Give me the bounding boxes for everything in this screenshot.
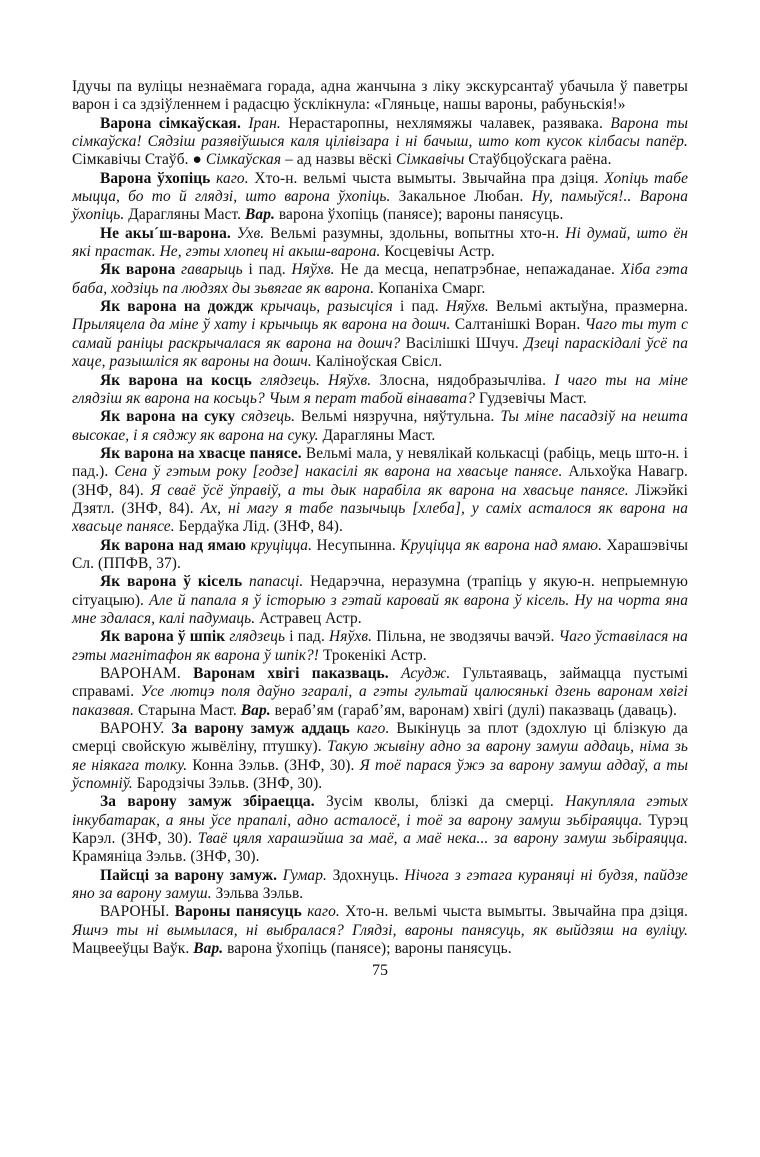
- text-run: Як варона ў шпік: [100, 628, 230, 646]
- text-run: Трокенікі Астр.: [322, 646, 427, 664]
- text-run: Конна Зэльв. (ЗНФ, 30).: [192, 756, 360, 774]
- text-run: Хопіць табе мыцца, бо то й глядзі, што варона ўхопіць.: [72, 169, 688, 206]
- paragraph-15: [72, 793, 688, 866]
- text-run: Каліноўская Свісл.: [315, 353, 443, 371]
- text-run: Варона ўхопіць: [100, 169, 217, 187]
- text-run: Не акы´ш-варона.: [100, 224, 237, 242]
- page-number: 75: [372, 961, 388, 979]
- text-run: – ад назвы вёскі: [285, 151, 396, 169]
- text-run: круціцца.: [250, 536, 317, 554]
- text-run: Вельмі актыўна, празмерна.: [495, 298, 688, 316]
- text-run: Не да месца, непатрэбнае, непажаданае.: [340, 261, 621, 279]
- text-run: Гудзевічы Маст.: [478, 389, 587, 407]
- text-run: Але й папала я ў історыю з гэтай каровай як варона ў кісель. Ну на чорта яна мне здалася, калі падумаць.: [72, 591, 688, 627]
- text-run: каго.: [216, 169, 255, 187]
- text-run: Чаго ўставілася на гэты магнітафон як варона ў шпік?!: [72, 628, 688, 664]
- text-run: Як варона: [100, 261, 182, 279]
- text-run: сядзець.: [241, 408, 301, 426]
- paragraph-12: [72, 628, 688, 665]
- text-run: Здохнуць.: [332, 866, 405, 884]
- text-run: глядзець: [229, 628, 290, 646]
- paragraph-16: [72, 867, 688, 904]
- paragraph-4: [72, 225, 688, 262]
- text-run: Зэльва Зэльв.: [215, 885, 304, 903]
- text-run: Крамяніца Зэльв. (ЗНФ, 30).: [72, 848, 260, 866]
- paragraph-6: [72, 298, 688, 371]
- text-run: Прыляцела да міне ў хату і крычыць як варона на дошч.: [72, 316, 455, 334]
- text-run: Несупынна.: [316, 536, 401, 554]
- text-run: За варону замуж аддаць: [171, 720, 357, 738]
- text-run: Стаўбцоўскага раёна.: [468, 151, 612, 169]
- text-run: Косцевічы Астр.: [384, 243, 495, 261]
- text-run: Няўхв.: [329, 628, 377, 646]
- text-run: Такую жывіну адно за варону замуш аддаць, німа зь яе ніякага толку.: [72, 738, 688, 774]
- text-run: Я сваё ўсё ўправіў, а ты дык нарабіла як варона на хвасьце панясе.: [150, 481, 636, 499]
- text-run: Харашэвічы Сл. (ППФВ, 37).: [72, 536, 689, 572]
- text-run: крычаць, разысціся: [260, 298, 400, 316]
- text-run: Ідучы па вуліцы незнаёмага горада, адна жанчына з ліку экскурсантаў убачыла ў паветры варон і са здзіўленнем і радасцю ўсклікнула: «Гляньце, нашы вароны, рабуньскія!»: [72, 78, 688, 114]
- text-run: Дарагляны Маст.: [128, 206, 246, 224]
- paragraph-3: [72, 170, 688, 225]
- paragraph-7: [72, 372, 688, 409]
- text-run: Нічога з гэтага кураняці ні будзя, пайдзе яно за варону замуш.: [72, 866, 688, 903]
- text-run: Старына Маст.: [138, 701, 241, 719]
- paragraph-14: [72, 720, 688, 793]
- text-run: Ухв.: [236, 224, 271, 242]
- text-run: Хіба гэта баба, ходзіць па людзях ды зьвягае як варона.: [72, 261, 688, 297]
- text-run: Дарагляны Маст.: [322, 426, 436, 444]
- text-run: Як варона над ямаю: [100, 536, 251, 554]
- text-run: Ліжэйкі Дзятл. (ЗНФ, 84).: [72, 481, 688, 517]
- text-run: Няўхв.: [445, 298, 496, 316]
- text-run: і пад.: [289, 628, 330, 646]
- text-run: Я тоё парася ўжэ за варону замуш аддаў, а ты ўспомніў.: [72, 756, 689, 793]
- text-run: Зусім кволы, блізкі да смерці.: [326, 793, 566, 811]
- text-run: І чаго ты на міне глядзіш як варона на косьць? Чым я перат табой вінавата?: [72, 371, 688, 407]
- text-run: Васілішкі Шчуч.: [405, 334, 524, 352]
- paragraph-9: [72, 445, 688, 537]
- text-run: гаварыць: [181, 261, 249, 279]
- text-run: Сімкавічы: [395, 151, 469, 169]
- paragraph-2: [72, 115, 688, 170]
- text-run: Круціцца як варона над ямаю.: [400, 536, 607, 554]
- text-run: За варону замуж збіраецца.: [100, 793, 327, 811]
- text-run: Варона сімкаўская.: [100, 114, 249, 132]
- text-run: варона ўхопіць (панясе); вароны панясуць.: [227, 940, 512, 958]
- text-run: Ну, памыўся!.. Варона ўхопіць.: [72, 188, 688, 224]
- text-run: Вароны панясуць: [174, 903, 308, 921]
- text-run: Варонам хвігі паказваць.: [193, 665, 402, 682]
- text-run: Нерастаропны, нехлямяжы чалавек, разявака.: [288, 114, 611, 132]
- paragraph-1: [72, 78, 688, 115]
- text-run: Дзеці параскідалі ўсё па хаце, разышліся як вароны на дошч.: [72, 334, 689, 371]
- text-run: каго.: [307, 903, 346, 921]
- text-run: каго.: [356, 720, 397, 738]
- text-run: Усе лютцэ поля даўно згаралі, а гэты гультай цалюсянькі дзень варонам хвігі паказвая.: [72, 683, 688, 719]
- text-run: ВАРОНЫ.: [100, 903, 175, 921]
- text-run: Як варона на дождж: [100, 298, 261, 316]
- text-run: Бердаўка Лід. (ЗНФ, 84).: [178, 518, 343, 536]
- paragraph-10: [72, 537, 688, 574]
- text-run: вераб’ям (гараб’ям, варонам) хвігі (дулі) паказваць (даваць).: [274, 701, 677, 719]
- text-run: Як варона на хвасце панясе.: [100, 444, 306, 462]
- text-run: Вельмі мала, у невялікай колькасці (рабіць, мець што-н. і пад.).: [72, 444, 688, 481]
- text-run: Сена ў гэтым року [годзе] накасілі як варона на хвасьце панясе.: [114, 463, 569, 481]
- text-run: Варона ты сімкаўска! Сядзіш разявіўшыся каля цілівізара і ні бачыш, што кот кусок кілбасы папёр.: [72, 114, 688, 151]
- paragraph-13: [72, 665, 688, 720]
- paragraph-5: [72, 261, 688, 298]
- text-run: і пад.: [248, 261, 292, 279]
- text-run: Гультаяваць, займацца пустымі справамі.: [72, 665, 688, 701]
- text-run: Бародзічы Зэльв. (ЗНФ, 30).: [136, 775, 323, 793]
- text-run: Сімкаўская: [205, 151, 286, 169]
- text-run: Сімкавічы Стаўб. ●: [72, 151, 206, 169]
- text-run: Як варона на косць: [100, 371, 261, 389]
- text-run: Чаго ты тут с самай раніцы раскрычалася як варона на дошч?: [72, 316, 689, 352]
- text-run: Пайсці за варону замуж.: [100, 866, 283, 884]
- text-run: Турэц Карэл. (ЗНФ, 30).: [72, 811, 688, 848]
- text-run: Злосна, нядобразычліва.: [379, 371, 555, 389]
- text-run: варона ўхопіць (панясе); вароны панясуць.: [278, 206, 564, 224]
- page-text: [72, 78, 688, 959]
- text-run: Іран.: [248, 114, 289, 132]
- text-run: Мацвееўцы Ваўк.: [72, 940, 194, 958]
- text-run: Асудж.: [401, 665, 463, 682]
- text-run: Як варона на суку: [100, 408, 242, 426]
- text-run: Накупляла гэтых інкубатарак, а яны ўсе прапалі, адно асталосё, і тоё за варону замуш зьбіраяцца.: [72, 793, 688, 829]
- text-run: Астравец Астр.: [259, 609, 362, 627]
- text-run: Хто-н. вельмі чыста вымыты. Звычайна пра дзіця.: [345, 903, 688, 921]
- text-run: Хто-н. вельмі чыста вымыты. Звычайна пра дзіця.: [254, 169, 605, 187]
- text-run: Вар.: [240, 701, 275, 719]
- text-run: Недарэчна, неразумна (трапіць у якую-н. непрыемную сітуацыю).: [72, 573, 688, 609]
- text-run: Салтанішкі Воран.: [454, 316, 585, 334]
- text-run: Ах, ні магу я табе пазычыць [хлеба], у саміх асталося як варона на хвасьце панясе.: [72, 499, 689, 536]
- paragraph-17: [72, 903, 688, 958]
- text-run: папасці.: [249, 573, 311, 591]
- text-run: Ні думай, што ён які прастак. Не, гэты хлопец ні акыш-варона.: [72, 224, 688, 261]
- text-run: ВАРОНУ.: [100, 720, 172, 738]
- paragraph-8: [72, 408, 688, 445]
- text-run: Яшчэ ты ні вымылася, ні выбралася? Глядзі, вароны панясуць, як выйдзяш на вуліцу.: [72, 921, 688, 939]
- text-run: Няўхв.: [291, 261, 341, 279]
- text-run: Альхоўка Навагр. (ЗНФ, 84).: [72, 463, 688, 499]
- text-run: Як варона ў кісель: [100, 573, 250, 591]
- text-run: Тваё цяля харашэйша за маё, а маё нека... за варону замуш зьбіраяцца.: [197, 830, 688, 848]
- text-run: Ты міне пасадзіў на нешта высокае, і я сяджу як варона на суку.: [72, 408, 689, 444]
- text-run: Копаніха Смарг.: [378, 279, 486, 297]
- text-run: Закальное Любан.: [398, 188, 532, 206]
- text-run: Выкінуць за плот (здохлую ці блізкую да смерці свойскую жывёліну, птушку).: [72, 720, 688, 756]
- text-run: Гумар.: [282, 866, 333, 884]
- text-run: ВАРОНАМ.: [100, 665, 194, 682]
- text-run: Вельмі нязручна, няўтульна.: [300, 408, 501, 426]
- paragraph-11: [72, 573, 688, 628]
- text-run: Пільна, не зводзячы вачэй.: [376, 628, 559, 646]
- text-run: Вельмі разумны, здольны, вопытны хто-н.: [270, 224, 566, 242]
- text-run: Вар.: [245, 206, 279, 224]
- text-run: і пад.: [400, 298, 446, 316]
- text-run: глядзець. Няўхв.: [260, 371, 380, 389]
- text-run: Вар.: [193, 940, 228, 958]
